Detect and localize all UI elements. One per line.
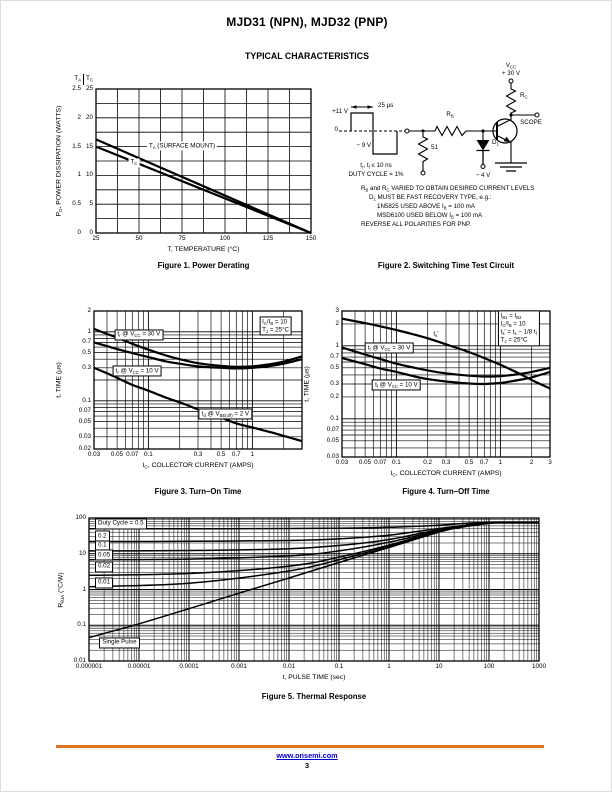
scope-terminal (535, 113, 539, 117)
x-tick-label: 0.7 (479, 459, 489, 466)
x-tick-label: 75 (178, 235, 186, 242)
y-tick-label: 0.1 (77, 621, 86, 629)
page-number: 3 (304, 761, 310, 770)
y-tick-label-secondary: 2.5 (72, 84, 81, 92)
y-tick-label: 1 (335, 341, 339, 349)
onsemi-link[interactable]: www.onsemi.com (276, 751, 338, 760)
y-tick-label: 0.5 (82, 348, 91, 356)
turn-off-time-chart (284, 301, 584, 506)
y-axis-title: t, TIME (μs) (55, 362, 63, 398)
x-tick-label: 2 (529, 459, 534, 466)
emitter-lead (497, 136, 511, 164)
x-tick-label: 0.5 (464, 459, 474, 466)
y-tick-label: 100 (75, 513, 86, 521)
y-tick-label: 0.07 (326, 425, 339, 433)
y-tick-label: 0.03 (78, 432, 91, 440)
x-tick-label: 3 (548, 459, 552, 466)
x-tick-label: 0.1 (391, 459, 401, 466)
annotation: $I_C/I_B = 10$ $T_J = 25^\circ C$ (259, 317, 292, 336)
figure-caption: Figure 2. Switching Time Test Circuit (377, 261, 515, 270)
x-tick-label: 100 (219, 235, 231, 242)
x-tick-label: 1 (250, 451, 255, 458)
terminal (481, 165, 485, 169)
node-dot (421, 129, 424, 132)
x-tick-label: 150 (305, 235, 317, 242)
ground-icon (495, 163, 527, 171)
section-heading: TYPICAL CHARACTERISTICS (245, 51, 369, 61)
note-line: MSD6100 USED BELOW $I_B = 100$ mA (377, 212, 483, 220)
series-0-02 (89, 522, 539, 575)
figure-caption: Figure 5. Thermal Response (261, 692, 367, 701)
axis-header-divider (83, 74, 84, 85)
curve-label: Duty Cycle = 0.5 (95, 518, 147, 529)
y-tick-label: 2 (335, 319, 339, 327)
x-tick-label: 0.03 (87, 451, 101, 458)
curve-label: 0.1 (95, 540, 110, 551)
note-line: 1N5825 USED ABOVE $I_B = 100$ mA (377, 203, 475, 211)
power-derating-chart (31, 71, 321, 271)
arrow-left-icon (351, 105, 357, 109)
y-tick-label: 0.1 (330, 414, 339, 422)
neg9v-label: − 9 V (356, 142, 371, 149)
y-tick-label: 25 (85, 84, 93, 92)
x-tick-label: 0.00001 (127, 663, 151, 670)
scope-label: SCOPE (520, 119, 542, 126)
x-tick-label: 100 (483, 663, 495, 670)
curve-label: $t_s'$ (433, 330, 439, 338)
arrow-right-icon (368, 105, 374, 109)
switching-time-test-circuit (331, 63, 601, 259)
footer-link (1, 751, 612, 760)
x-axis-title: T, TEMPERATURE (°C) (167, 246, 240, 253)
figure-caption: Figure 3. Turn–On Time (154, 487, 242, 496)
x-tick-label: 0.2 (423, 459, 433, 466)
note-line: $R_B$ and $R_C$ VARIED TO OBTAIN DESIRED CURRENT LEVELS (361, 185, 535, 193)
curve-label: Single Pulse (99, 637, 139, 648)
x-tick-label: 0.3 (193, 451, 203, 458)
x-tick-label: 0.07 (374, 459, 387, 466)
y-tick-label: 0.3 (82, 363, 91, 371)
x-tick-label: 0.1 (334, 663, 344, 670)
circuit-notes (361, 184, 606, 229)
fig5-plot-area (89, 518, 539, 661)
x-tick-label: 1 (498, 459, 503, 466)
x-tick-label: 0.1 (143, 451, 153, 458)
duty-cycle-label: DUTY CYCLE = 1% (348, 171, 404, 178)
neg4v-label: − 4 V (475, 172, 491, 179)
vcc-terminal (509, 79, 513, 83)
curve-label: 0.05 (95, 550, 113, 561)
axis-header-ta: $T_A$ (74, 75, 81, 83)
y-tick-label: 10 (78, 549, 86, 557)
x-tick-label: 0.03 (335, 459, 349, 466)
curve-label: 0.02 (95, 561, 113, 572)
vcc-label: $V_{CC}$ (505, 62, 517, 70)
y-tick-label: 0.3 (330, 379, 339, 387)
diode-icon (477, 140, 490, 151)
pulse-width-label: 25 μs (378, 102, 394, 109)
input-terminal (405, 129, 409, 133)
x-tick-label: 0.05 (358, 459, 372, 466)
x-tick-label: 1000 (531, 663, 547, 670)
y-axis-title: $P_D$, POWER DISSIPATION (WATTS) (55, 105, 64, 217)
thermal-response-chart (56, 509, 591, 694)
figure-caption: Figure 1. Power Derating (157, 261, 250, 270)
x-tick-label: 125 (262, 235, 274, 242)
y-tick-label: 0.01 (73, 656, 86, 664)
y-tick-label: 0.02 (78, 444, 91, 452)
x-tick-label: 0.3 (441, 459, 451, 466)
y-tick-label: 1 (87, 327, 91, 335)
y-tick-label: 2 (87, 306, 91, 314)
rb-label: $R_B$ (446, 111, 454, 119)
y-tick-label: 5 (89, 200, 93, 208)
figure-caption: Figure 4. Turn–Off Time (402, 487, 490, 496)
y-tick-label-secondary: 1 (77, 171, 81, 179)
annotation: $I_{B1} = I_{B2}$ $I_C/I_B = 10$ $t_s' = t_s - 1/8$ $t_f$ $T_J = 25^\circ C$ (498, 311, 540, 346)
curve-label: $t_d$ @ $V_{BE(off)} = 2$ V (199, 409, 252, 420)
x-tick-label: 0.001 (231, 663, 247, 670)
curve-label: $T_A$ (SURFACE MOUNT) (148, 141, 216, 150)
diode-cathode (477, 151, 490, 165)
plus11v-label: +11 V (332, 108, 348, 115)
axis-header-tc: $T_C$ (86, 75, 94, 83)
y-tick-label: 0.7 (330, 352, 339, 360)
x-tick-label: 0.01 (282, 663, 296, 670)
y-axis-title: t, TIME (μs) (303, 366, 311, 402)
vcc-value-label: + 30 V (501, 70, 521, 77)
x-tick-label: 1 (387, 663, 391, 670)
curve-label: 0.01 (95, 577, 113, 588)
y-tick-label: 0 (89, 228, 93, 236)
rise-fall-time-label: $t_r$, $t_f \le 10$ ns (360, 162, 392, 170)
y-tick-label: 0.1 (82, 396, 91, 404)
rc-label: $R_C$ (520, 92, 528, 100)
footer-rule (56, 745, 544, 748)
x-tick-label: 25 (92, 235, 100, 242)
y-tick-label-secondary: 0.5 (72, 200, 81, 208)
y-axis-title: $R_{\theta JA}$ (°C/W) (57, 571, 66, 608)
x-tick-label: 0.05 (110, 451, 124, 458)
x-tick-label: 0.000001 (75, 663, 103, 670)
x-axis-title: $I_C$, COLLECTOR CURRENT (AMPS) (142, 462, 254, 470)
y-tick-label: 0.5 (330, 363, 339, 371)
y-tick-label: 0.05 (78, 417, 91, 425)
y-tick-label: 1 (82, 585, 86, 593)
zero-label: 0 (334, 126, 338, 133)
51-ohm-resistor (419, 133, 428, 171)
y-tick-label: 15 (85, 142, 93, 150)
y-tick-label: 10 (85, 171, 93, 179)
x-tick-label: 0.7 (231, 451, 241, 458)
note-line: REVERSE ALL POLARITIES FOR PNP. (361, 221, 472, 228)
curve-label: $t_r$ @ $V_{CC} = 30$ V (114, 329, 163, 340)
y-tick-label-secondary: 0 (77, 228, 81, 236)
y-tick-label: 20 (85, 113, 93, 121)
curve-label: 0.2 (95, 531, 110, 542)
x-tick-label: 0.0001 (179, 663, 199, 670)
curve-label: $t_r$ @ $V_{CC} = 10$ V (113, 365, 162, 376)
x-tick-label: 50 (135, 235, 143, 242)
x-axis-title: t, PULSE TIME (sec) (282, 674, 346, 681)
note-line: $D_1$ MUST BE FAST RECOVERY TYPE, e.g.: (369, 194, 492, 202)
r51-label: 51 (431, 144, 438, 151)
x-axis-title: $I_C$, COLLECTOR CURRENT (AMPS) (390, 470, 502, 478)
curve-label: $T_C$ (130, 158, 138, 167)
d1-label: $D_1$ (492, 139, 499, 147)
y-tick-label: 0.7 (82, 338, 91, 346)
x-tick-label: 0.5 (216, 451, 226, 458)
x-tick-label: 10 (435, 663, 443, 670)
y-tick-label: 0.03 (326, 452, 339, 460)
x-tick-label: 0.07 (126, 451, 139, 458)
page-title: MJD31 (NPN), MJD32 (PNP) (226, 15, 388, 29)
y-tick-label: 3 (335, 306, 339, 314)
y-tick-label: 0.2 (330, 392, 339, 400)
curve-label: $t_f$ @ $V_{CC} = 30$ V (365, 343, 414, 354)
y-tick-label-secondary: 1.5 (72, 142, 81, 150)
turn-on-time-chart (36, 301, 316, 506)
y-tick-label-secondary: 2 (77, 113, 81, 121)
terminal (421, 171, 425, 175)
y-tick-label: 0.05 (326, 436, 339, 444)
y-tick-label: 0.07 (78, 407, 91, 415)
curve-label: $t_f$ @ $V_{CC} = 10$ V (372, 380, 421, 391)
